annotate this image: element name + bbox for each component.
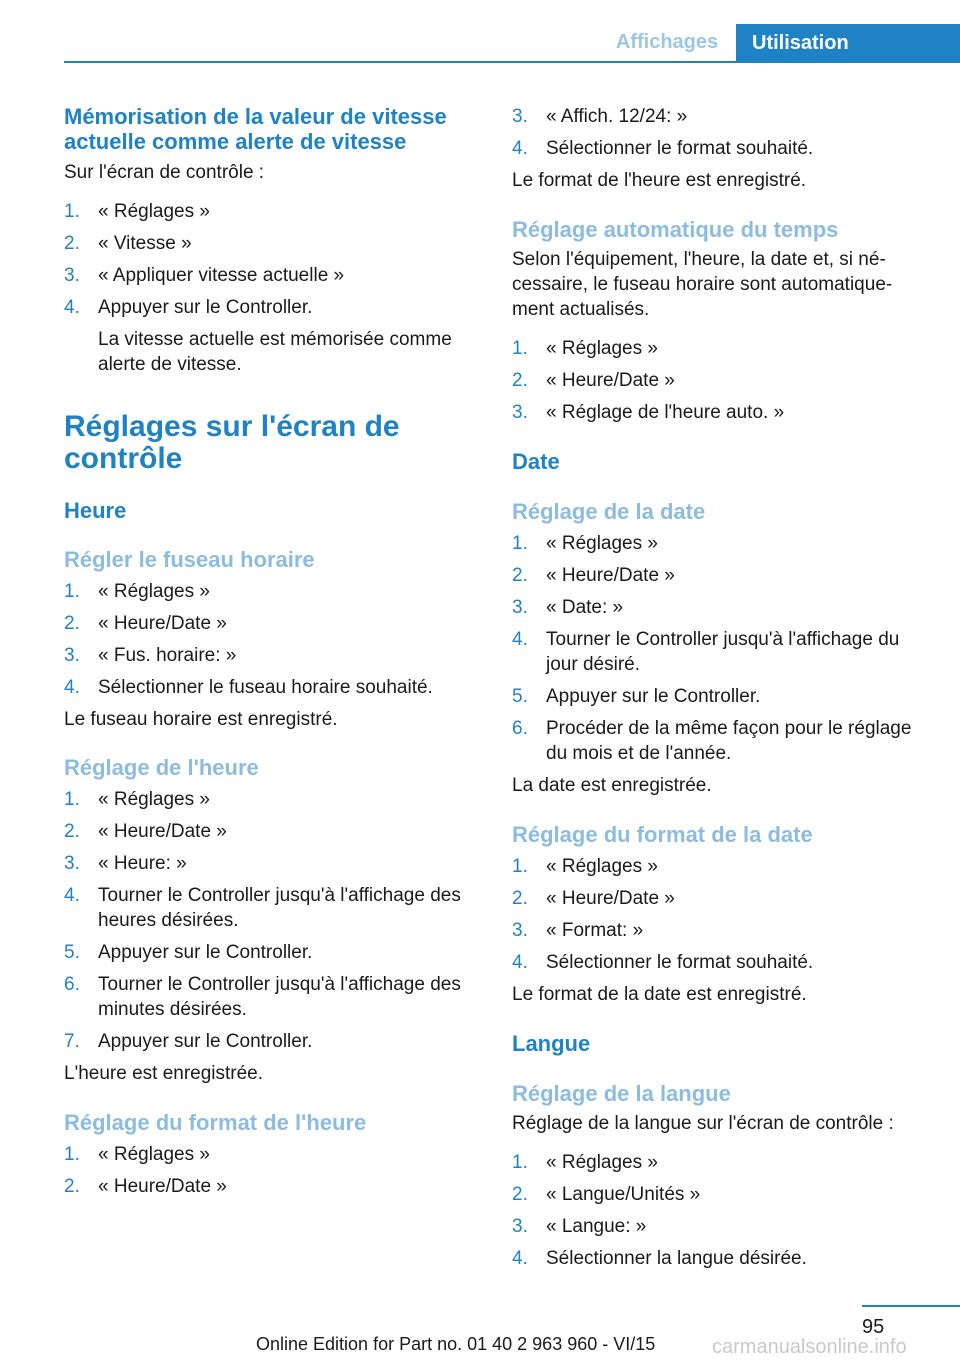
step-text: Tourner le Controller jusqu'à l'affichage des minutes désirées. xyxy=(98,974,461,1020)
step-text: « Réglage de l'heure auto. » xyxy=(546,402,785,423)
list-item xyxy=(512,950,932,975)
step-text: « Vitesse » xyxy=(98,233,192,254)
step-text: « Heure: » xyxy=(98,853,187,874)
list-item xyxy=(512,918,932,943)
heure-note: L'heure est enregistrée. xyxy=(64,1063,264,1084)
step-text: « Réglages » xyxy=(546,338,658,359)
list-item xyxy=(512,563,932,588)
step-number: 1. xyxy=(512,338,528,359)
step-text: « Langue: » xyxy=(546,1216,647,1237)
list-item xyxy=(64,231,484,256)
list-item xyxy=(512,136,932,161)
list-item xyxy=(64,819,484,844)
step-number: 2. xyxy=(64,821,80,842)
step-text: « Réglages » xyxy=(546,856,658,877)
step-number: 3. xyxy=(512,402,528,423)
step-number: 1. xyxy=(512,856,528,877)
list-item xyxy=(512,886,932,911)
list-item xyxy=(64,851,484,876)
step-text: Sélectionner la langue désirée. xyxy=(546,1248,807,1269)
step-number: 2. xyxy=(512,370,528,391)
step-number: 6. xyxy=(512,718,528,739)
list-item xyxy=(512,531,932,556)
left-column xyxy=(64,104,484,1206)
step-number: 4. xyxy=(512,138,528,159)
step-text: « Réglages » xyxy=(98,1144,210,1165)
langue-steps xyxy=(512,1150,932,1271)
tab-affichages[interactable]: Affichages xyxy=(615,31,719,53)
list-item xyxy=(512,854,932,879)
list-item xyxy=(64,1174,484,1199)
date-steps xyxy=(512,531,932,766)
reglage-date-title: Réglage de la date xyxy=(512,499,706,524)
step-text: « Heure/Date » xyxy=(546,565,675,586)
step-text: « Réglages » xyxy=(98,201,210,222)
list-item xyxy=(64,883,484,933)
step-text: « Affich. 12/24: » xyxy=(546,106,688,127)
langue-title: Langue xyxy=(512,1031,591,1056)
list-item xyxy=(512,104,932,129)
step-number: 4. xyxy=(512,952,528,973)
step-text: Sélectionner le format souhaité. xyxy=(546,952,814,973)
date-note: La date est enregistrée. xyxy=(512,775,712,796)
fuseau-steps xyxy=(64,579,484,700)
format-heure-steps xyxy=(64,1142,484,1199)
list-item xyxy=(512,368,932,393)
step-number: 2. xyxy=(64,1176,80,1197)
list-item xyxy=(512,1150,932,1175)
step-text: Procéder de la même façon pour le réglage du mois et de l'année. xyxy=(546,718,912,764)
step-text: « Heure/Date » xyxy=(98,1176,227,1197)
list-item xyxy=(64,295,484,377)
memo-steps xyxy=(64,199,484,377)
list-item xyxy=(64,263,484,288)
step-number: 3. xyxy=(512,920,528,941)
step-text: Tourner le Controller jusqu'à l'affichage du jour désiré. xyxy=(546,629,900,675)
memo-intro: Sur l'écran de contrôle : xyxy=(64,162,265,183)
list-item xyxy=(512,627,932,677)
format-heure-note: Le format de l'heure est enregistré. xyxy=(512,170,807,191)
fuseau-title: Régler le fuseau horaire xyxy=(64,547,315,572)
date-title: Date xyxy=(512,449,560,474)
section-title: Réglages sur l'écran de contrôle xyxy=(64,410,400,475)
step-text: « Format: » xyxy=(546,920,644,941)
heure-title: Heure xyxy=(64,498,127,523)
step-text: Sélectionner le fuseau horaire souhaité. xyxy=(98,677,433,698)
heure-steps xyxy=(64,787,484,1054)
step-number: 6. xyxy=(64,974,80,995)
step-text: « Heure/Date » xyxy=(98,821,227,842)
step-text: Appuyer sur le Controller. xyxy=(98,942,313,963)
langue-intro: Réglage de la langue sur l'écran de contrôle : xyxy=(512,1113,894,1134)
header-rule xyxy=(64,61,960,63)
step-text: « Réglages » xyxy=(546,533,658,554)
auto-title: Réglage automatique du temps xyxy=(512,217,839,242)
footer-rule xyxy=(862,1305,960,1307)
step-text: « Langue/Unités » xyxy=(546,1184,701,1205)
step-text: « Heure/Date » xyxy=(98,613,227,634)
auto-steps xyxy=(512,336,932,425)
step-text: « Réglages » xyxy=(98,581,210,602)
step-number: 1. xyxy=(512,533,528,554)
list-item xyxy=(64,675,484,700)
list-item xyxy=(512,716,932,766)
list-item xyxy=(64,199,484,224)
step-number: 1. xyxy=(64,789,80,810)
step-number: 3. xyxy=(512,1216,528,1237)
list-item xyxy=(512,684,932,709)
format-heure-steps-cont xyxy=(512,104,932,161)
list-item xyxy=(512,1214,932,1239)
step-subtext: La vitesse actuelle est mémorisée comme alerte de vitesse. xyxy=(98,329,452,375)
step-number: 1. xyxy=(64,201,80,222)
list-item xyxy=(512,595,932,620)
step-number: 3. xyxy=(64,853,80,874)
list-item xyxy=(64,643,484,668)
step-number: 5. xyxy=(512,686,528,707)
list-item xyxy=(512,1182,932,1207)
step-number: 4. xyxy=(64,297,80,318)
step-text: Appuyer sur le Controller. xyxy=(98,1031,313,1052)
step-text: « Heure/Date » xyxy=(546,888,675,909)
step-text: « Fus. horaire: » xyxy=(98,645,237,666)
format-date-title: Réglage du format de la date xyxy=(512,822,813,847)
list-item xyxy=(64,940,484,965)
tab-utilisation[interactable]: Utilisation xyxy=(736,24,960,63)
step-text: Appuyer sur le Controller. xyxy=(546,686,761,707)
list-item xyxy=(64,787,484,812)
step-text: Appuyer sur le Controller. xyxy=(98,297,313,318)
step-number: 4. xyxy=(512,1248,528,1269)
list-item xyxy=(64,611,484,636)
step-text: « Réglages » xyxy=(546,1152,658,1173)
list-item xyxy=(64,972,484,1022)
auto-intro: Selon l'équipement, l'heure, la date et, si né- cessaire, le fuseau horaire sont automatique- ment actualisés. xyxy=(512,249,893,320)
edition-footer: Online Edition for Part no. 01 40 2 963 960 - VI/15 xyxy=(256,1334,656,1354)
step-number: 2. xyxy=(512,565,528,586)
step-number: 1. xyxy=(64,581,80,602)
step-number: 7. xyxy=(64,1031,80,1052)
format-heure-title: Réglage du format de l'heure xyxy=(64,1110,367,1135)
step-text: Tourner le Controller jusqu'à l'affichage des heures désirées. xyxy=(98,885,461,931)
step-text: « Appliquer vitesse actuelle » xyxy=(98,265,345,286)
step-number: 3. xyxy=(64,645,80,666)
step-number: 2. xyxy=(512,1184,528,1205)
list-item xyxy=(512,1246,932,1271)
step-text: Sélectionner le format souhaité. xyxy=(546,138,814,159)
step-number: 1. xyxy=(64,1144,80,1165)
list-item xyxy=(64,579,484,604)
step-text: « Heure/Date » xyxy=(546,370,675,391)
page-number: 95 xyxy=(862,1316,885,1338)
step-number: 5. xyxy=(64,942,80,963)
reglage-langue-title: Réglage de la langue xyxy=(512,1081,731,1106)
list-item xyxy=(512,336,932,361)
right-column xyxy=(512,104,932,1278)
list-item xyxy=(64,1029,484,1054)
memo-title: Mémorisation de la valeur de vitesse actuelle comme alerte de vitesse xyxy=(64,104,447,154)
step-number: 3. xyxy=(64,265,80,286)
step-number: 4. xyxy=(64,885,80,906)
step-text: « Date: » xyxy=(546,597,624,618)
step-number: 3. xyxy=(512,106,528,127)
watermark: carmanualsonline.info xyxy=(712,1336,907,1358)
list-item xyxy=(64,1142,484,1167)
reglage-heure-title: Réglage de l'heure xyxy=(64,755,259,780)
step-number: 4. xyxy=(512,629,528,650)
format-date-steps xyxy=(512,854,932,975)
format-date-note: Le format de la date est enregistré. xyxy=(512,984,807,1005)
fuseau-note: Le fuseau horaire est enregistré. xyxy=(64,709,338,730)
step-number: 1. xyxy=(512,1152,528,1173)
step-number: 2. xyxy=(64,233,80,254)
step-number: 2. xyxy=(64,613,80,634)
step-number: 3. xyxy=(512,597,528,618)
list-item xyxy=(512,400,932,425)
step-text: « Réglages » xyxy=(98,789,210,810)
step-number: 2. xyxy=(512,888,528,909)
step-number: 4. xyxy=(64,677,80,698)
